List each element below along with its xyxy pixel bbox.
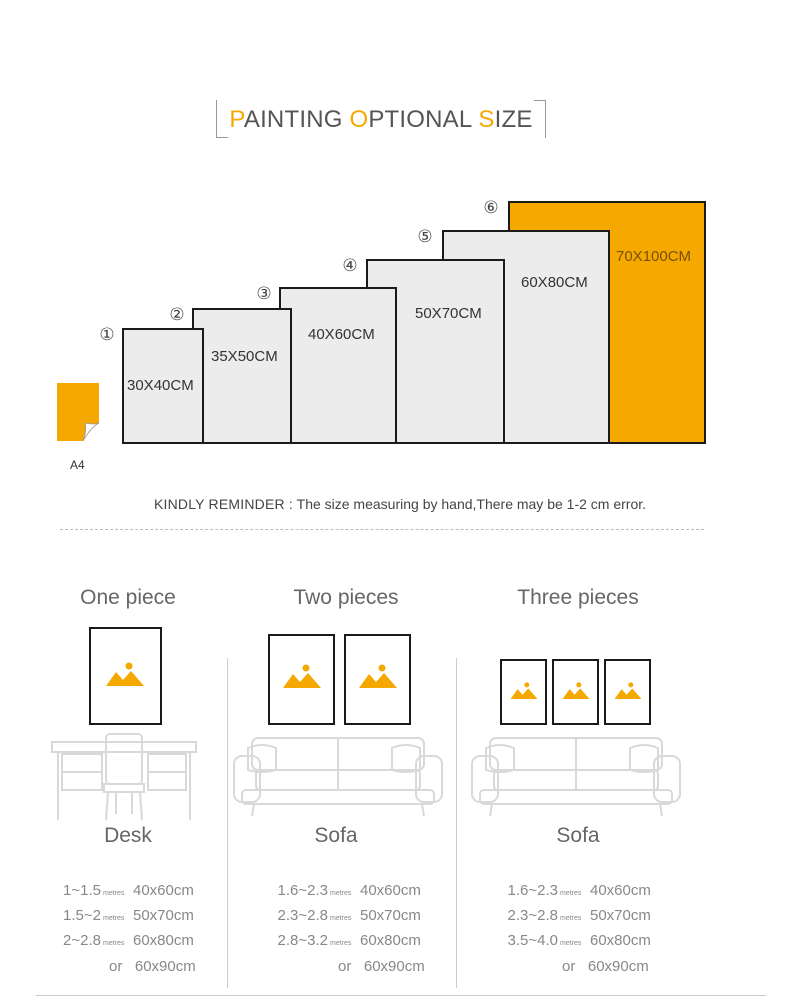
- spec-range: 2.3~2.8: [507, 907, 558, 924]
- title-part: IZE: [494, 106, 533, 133]
- spec-unit: metres: [330, 915, 352, 922]
- size-label-4: 50X70CM: [415, 305, 482, 322]
- title-part: PTIONAL: [368, 106, 479, 133]
- spec-row: [57, 932, 194, 949]
- spec-unit: metres: [560, 890, 582, 897]
- spec-range: 1.6~2.3: [277, 882, 328, 899]
- spec-row: [500, 907, 651, 924]
- spec-or: or: [109, 958, 123, 975]
- spec-row: [500, 932, 651, 949]
- spec-size: 40x60cm: [360, 882, 421, 899]
- size-box-3: [279, 287, 397, 444]
- page-title-frame: [216, 100, 546, 140]
- furniture-label-sofa: Sofa: [556, 824, 600, 847]
- size-label-1: 30X40CM: [127, 377, 194, 394]
- spec-size: 40x60cm: [590, 882, 651, 899]
- spec-size: 60x80cm: [590, 932, 651, 949]
- furniture-label-sofa: Sofa: [314, 824, 358, 847]
- title-part: AINTING: [243, 106, 350, 133]
- spec-size: 50x70cm: [360, 907, 421, 924]
- spec-range: 2.3~2.8: [277, 907, 328, 924]
- landscape-image-icon: [359, 664, 397, 688]
- a4-label: A4: [70, 458, 85, 472]
- a4-paper-icon: [57, 383, 99, 441]
- column-divider: [456, 658, 457, 988]
- page-title: [216, 106, 546, 134]
- sofa-icon: [470, 734, 682, 818]
- spec-range: 2.8~3.2: [277, 932, 328, 949]
- spec-size: 60x90cm: [363, 958, 425, 975]
- spec-or-row: [338, 958, 425, 975]
- size-label-6: 70X100CM: [616, 248, 692, 265]
- spec-row: [57, 907, 194, 924]
- landscape-image-icon: [562, 682, 590, 699]
- spec-or-row: [109, 958, 196, 975]
- reminder-label: KINDLY REMINDER :: [153, 496, 293, 512]
- spec-size: 60x90cm: [587, 958, 649, 975]
- bottom-divider: [36, 995, 766, 996]
- section-title-one-piece: One piece: [80, 586, 176, 609]
- size-label-2: 35X50CM: [211, 348, 278, 365]
- spec-size: 60x80cm: [360, 932, 421, 949]
- spec-range: 1~1.5: [63, 882, 101, 899]
- size-number-1: ①: [99, 325, 115, 344]
- spec-unit: metres: [330, 890, 352, 897]
- spec-row: [500, 882, 651, 899]
- spec-range: 3.5~4.0: [507, 932, 558, 949]
- spec-row: [270, 932, 421, 949]
- landscape-image-icon: [283, 664, 321, 688]
- title-part: S: [478, 106, 495, 133]
- reminder-text: The size measuring by hand,There may be 1-2 cm error.: [293, 496, 647, 512]
- spec-unit: metres: [103, 915, 125, 922]
- spec-range: 1.6~2.3: [507, 882, 558, 899]
- spec-row: [270, 882, 421, 899]
- spec-unit: metres: [103, 890, 125, 897]
- spec-range: 2~2.8: [63, 932, 101, 949]
- size-number-2: ②: [169, 305, 185, 324]
- title-part: P: [229, 106, 244, 133]
- section-title-two-pieces: Two pieces: [293, 586, 399, 609]
- landscape-image-icon: [614, 682, 642, 699]
- desk-chair-icon: [50, 732, 198, 822]
- size-label-5: 60X80CM: [521, 274, 588, 291]
- section-divider: [60, 529, 704, 530]
- spec-size: 60x80cm: [133, 932, 194, 949]
- landscape-image-icon: [106, 662, 144, 686]
- spec-or-row: [562, 958, 649, 975]
- spec-row: [57, 882, 194, 899]
- size-number-3: ③: [256, 284, 272, 303]
- size-number-5: ⑤: [417, 227, 433, 246]
- size-label-3: 40X60CM: [308, 326, 375, 343]
- spec-unit: metres: [330, 940, 352, 947]
- title-part: O: [349, 106, 369, 133]
- size-box-2: [192, 308, 292, 444]
- spec-or: or: [562, 958, 576, 975]
- sofa-icon: [232, 734, 444, 818]
- size-number-4: ④: [342, 256, 358, 275]
- spec-row: [270, 907, 421, 924]
- spec-size: 40x60cm: [133, 882, 194, 899]
- spec-size: 50x70cm: [133, 907, 194, 924]
- spec-unit: metres: [560, 940, 582, 947]
- column-divider: [227, 658, 228, 988]
- furniture-label-desk: Desk: [104, 824, 152, 847]
- spec-or: or: [338, 958, 352, 975]
- spec-range: 1.5~2: [63, 907, 101, 924]
- spec-unit: metres: [103, 940, 125, 947]
- section-title-three-pieces: Three pieces: [517, 586, 639, 609]
- kindly-reminder: [0, 496, 800, 512]
- spec-size: 50x70cm: [590, 907, 651, 924]
- spec-size: 60x90cm: [134, 958, 196, 975]
- size-number-6: ⑥: [483, 198, 499, 217]
- spec-unit: metres: [560, 915, 582, 922]
- landscape-image-icon: [510, 682, 538, 699]
